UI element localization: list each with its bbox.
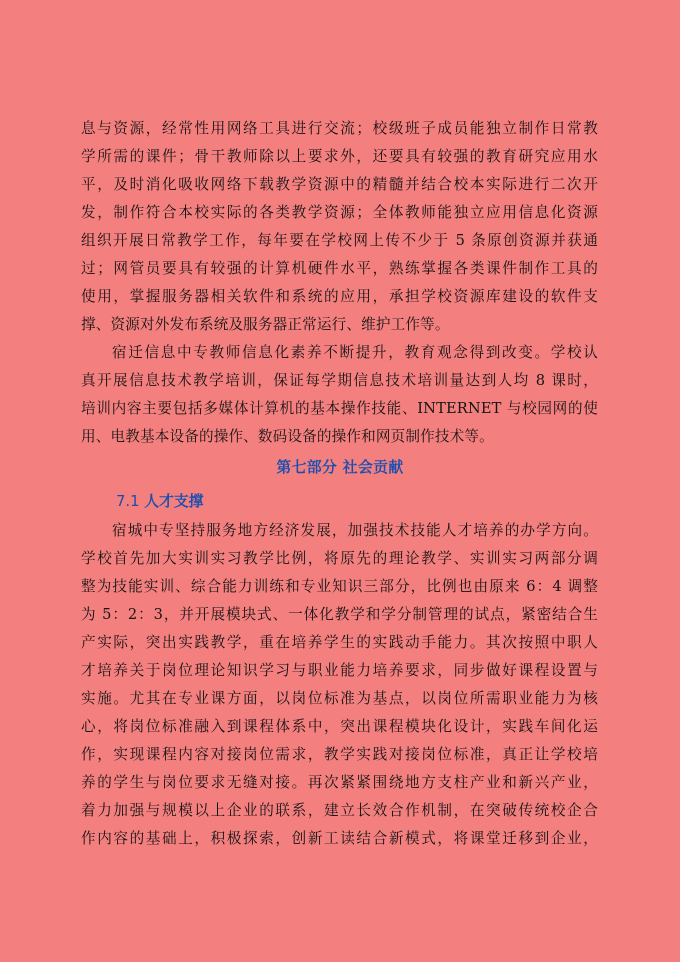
paragraph-line: 养的学生与岗位要求无缝对接。再次紧紧围绕地方支柱产业和新兴产业， <box>81 774 598 791</box>
paragraph-line: 才培养关于岗位理论知识学习与职业能力培养要求，同步做好课程设置与 <box>81 662 598 679</box>
paragraph-line: 过；网管员要具有较强的计算机硬件水平，熟练掌握各类课件制作工具的 <box>81 260 598 277</box>
paragraph-line: 整为技能实训、综合能力训练和专业知识三部分，比例也由原来 6：4 调整 <box>81 578 598 595</box>
paragraph-first-line: 宿迁信息中专教师信息化素养不断提升，教育观念得到改变。学校认 <box>112 344 598 361</box>
subsection-number: 7.1 <box>116 493 140 510</box>
paragraph-line: 使用，掌握服务器相关软件和系统的应用，承担学校资源库建设的软件支 <box>81 288 598 305</box>
paragraph-line: 真开展信息技术教学培训，保证每学期信息技术培训量达到人均 8 课时， <box>81 372 598 389</box>
paragraph-line: 作，实现课程内容对接岗位需求，教学实践对接岗位标准，真正让学校培 <box>81 746 598 763</box>
paragraph-line: 作内容的基础上，积极探索，创新工读结合新模式，将课堂迁移到企业， <box>81 830 598 847</box>
subsection-title: 人才支撑 <box>144 493 204 510</box>
subsection-heading <box>116 492 203 512</box>
paragraph-line: 着力加强与规模以上企业的联系，建立长效合作机制，在突破传统校企合 <box>81 802 598 819</box>
paragraph-line: 平，及时消化吸收网络下载教学资源中的精髓并结合校本实际进行二次开 <box>81 176 598 193</box>
paragraph-line: 息与资源，经常性用网络工具进行交流；校级班子成员能独立制作日常教 <box>81 120 598 137</box>
paragraph-line: 学所需的课件；骨干教师除以上要求外，还要具有较强的教育研究应用水 <box>81 148 598 165</box>
section-heading: 第七部分 社会贡献 <box>276 459 404 476</box>
paragraph-first-line: 宿城中专坚持服务地方经济发展，加强技术技能人才培养的办学方向。 <box>112 522 598 539</box>
paragraph-line: 学校首先加大实训实习教学比例，将原先的理论教学、实训实习两部分调 <box>81 550 598 567</box>
paragraph-line: 为 5：2：3，并开展模块式、一体化教学和学分制管理的试点，紧密结合生 <box>81 606 598 623</box>
paragraph-line: 用、电教基本设备的操作、数码设备的操作和网页制作技术等。 <box>81 428 494 445</box>
paragraph-line: 产实际，突出实践教学，重在培养学生的实践动手能力。其次按照中职人 <box>81 634 598 651</box>
paragraph-line: 心，将岗位标准融入到课程体系中，突出课程模块化设计，实践车间化运 <box>81 718 598 735</box>
paragraph-line: 实施。尤其在专业课方面，以岗位标准为基点，以岗位所需职业能力为核 <box>81 690 598 707</box>
paragraph-line: 组织开展日常教学工作，每年要在学校网上传不少于 5 条原创资源并获通 <box>81 232 598 249</box>
paragraph-line: 培训内容主要包括多媒体计算机的基本操作技能、INTERNET 与校园网的使 <box>81 400 598 417</box>
paragraph-line: 发，制作符合本校实际的各类教学资源；全体教师能独立应用信息化资源 <box>81 204 598 221</box>
paragraph-line: 撑、资源对外发布系统及服务器正常运行、维护工作等。 <box>81 316 450 333</box>
